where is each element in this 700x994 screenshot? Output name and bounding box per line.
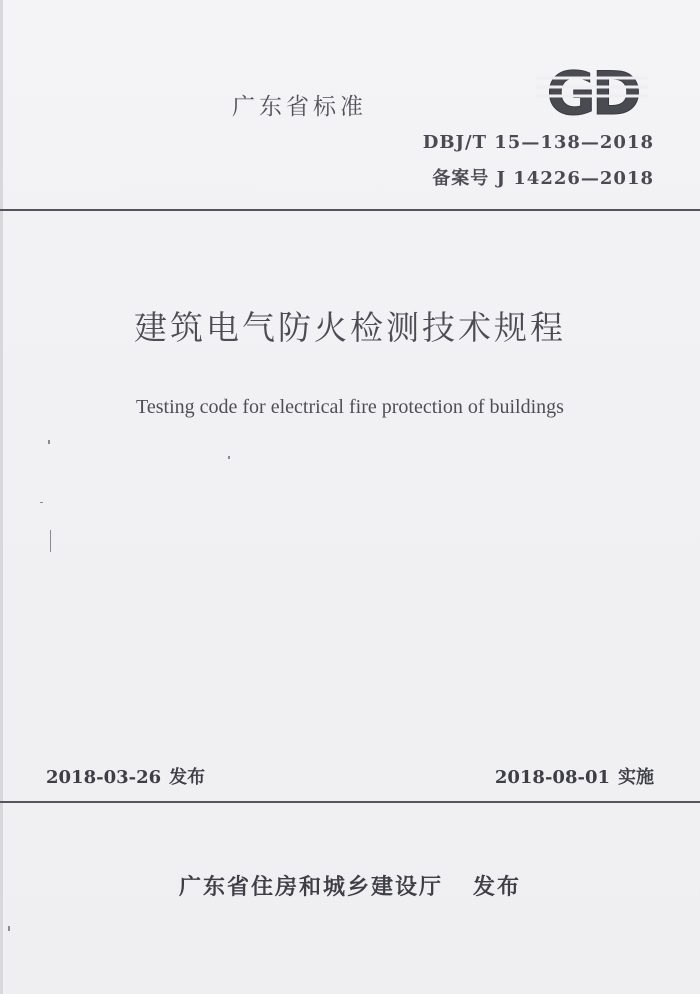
record-number: 备案号 J 14226—2018 xyxy=(432,168,654,189)
print-speck xyxy=(48,440,50,444)
print-speck xyxy=(8,926,10,931)
effective-date-line xyxy=(495,763,654,789)
effective-label: 实施 xyxy=(618,767,654,788)
publisher-action: 发布 xyxy=(473,875,522,900)
top-divider xyxy=(0,209,700,211)
gd-logo-icon xyxy=(528,64,656,122)
effective-date: 2018-08-01 xyxy=(494,767,610,788)
publisher-line xyxy=(0,870,700,901)
page-edge xyxy=(0,0,3,994)
chinese-title: 建筑电气防火检测技术规程 xyxy=(134,308,566,347)
print-speck xyxy=(50,530,51,552)
standard-category: 广东省标准 xyxy=(232,94,367,120)
print-speck xyxy=(40,502,43,503)
bottom-divider xyxy=(0,801,700,803)
svg-text:GD: GD xyxy=(546,64,638,122)
issue-date: 2018-03-26 xyxy=(46,767,162,788)
issue-date-line xyxy=(46,763,205,789)
standard-code: DBJ/T 15—138—2018 xyxy=(422,132,654,153)
publisher-name: 广东省住房和城乡建设厅 xyxy=(178,875,443,900)
english-title: Testing code for electrical fire protection of buildings xyxy=(136,396,564,418)
print-speck xyxy=(228,456,230,459)
issue-label: 发布 xyxy=(169,767,206,788)
